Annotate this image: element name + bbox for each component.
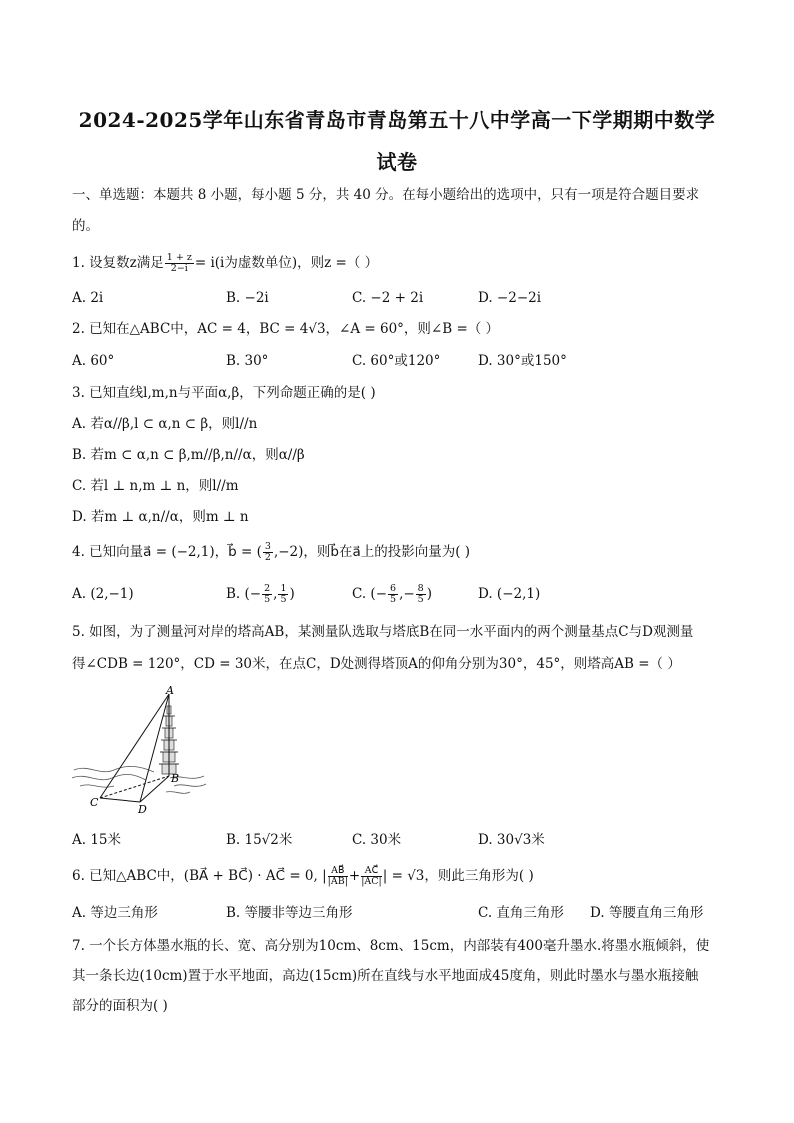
question-4-stem (72, 542, 722, 563)
question-7-line2: 其一条长边(10cm)置于水平地面，高边(15cm)所在直线与水平地面成45度角，则此时墨水与墨水瓶接触 (72, 968, 699, 984)
q2-option-a: A. 60° (72, 353, 115, 369)
q4-stem-prefix: 4. 已知向量a⃗ = (−2,1)，b⃗ = ( (72, 544, 262, 560)
q4-stem-frac-den: 2 (264, 552, 271, 563)
question-3-stem: 3. 已知直线l,m,n与平面α,β，下列命题正确的是( ) (72, 385, 376, 401)
q1-frac-num: 1 + z (166, 252, 192, 263)
q3-option-c: C. 若l ⊥ n,m ⊥ n，则l//m (72, 478, 239, 494)
q6-frac2 (361, 866, 382, 887)
q1-option-d: D. −2−2i (478, 290, 542, 306)
q4-option-b (226, 584, 295, 605)
q6-frac2-num: AC⃗ (361, 866, 382, 877)
q4-b-frac1-num: 2 (264, 583, 271, 594)
q4-b-frac1-den: 5 (264, 594, 271, 605)
q4-c-suffix: ) (426, 586, 432, 602)
question-5-line2: 得∠CDB = 120°，CD = 30米，在点C，D处测得塔顶A的仰角分别为30°，45°，则塔高AB =（ ） (72, 656, 681, 672)
q4-b-frac2-den: 5 (280, 594, 287, 605)
figure-label-d: D (138, 803, 147, 814)
question-2-stem: 2. 已知在△ABC中，AC = 4，BC = 4√3，∠A = 60°，则∠B =（ ） (72, 321, 500, 337)
figure-label-c: C (90, 796, 99, 809)
q6-option-a: A. 等边三角形 (72, 905, 158, 921)
exam-title-line2: 试卷 (376, 150, 418, 174)
q1-option-c: C. −2 + 2i (352, 290, 424, 306)
question-7-line1: 7. 一个长方体墨水瓶的长、宽、高分别为10cm、8cm、15cm，内部装有400毫升墨水.将墨水瓶倾斜，使 (72, 938, 710, 954)
q4-c-frac1-den: 5 (390, 594, 397, 605)
q4-option-c (352, 584, 432, 605)
exam-title-line1: 2024-2025学年山东省青岛市青岛第五十八中学高一下学期期中数学 (78, 108, 716, 132)
question-6-stem (72, 866, 722, 887)
q2-option-b: B. 30° (226, 353, 269, 369)
figure-label-b: B (171, 772, 180, 785)
q5-option-d: D. 30√3米 (478, 832, 545, 848)
q4-b-frac1 (262, 584, 272, 605)
q4-stem-fraction (263, 542, 273, 563)
q6-plus: + (348, 868, 361, 884)
q4-option-d: D. (−2,1) (478, 586, 541, 602)
q6-frac1 (328, 866, 348, 887)
q4-b-frac2 (278, 584, 288, 605)
q3-option-d: D. 若m ⊥ α,n//α，则m ⊥ n (72, 509, 249, 525)
q1-option-b: B. −2i (226, 290, 269, 306)
q4-c-frac1 (388, 584, 398, 605)
q3-option-b: B. 若m ⊂ α,n ⊂ β,m//β,n//α，则α//β (72, 447, 305, 463)
q6-option-d: D. 等腰直角三角形 (590, 905, 704, 921)
q4-stem-frac-num: 3 (264, 541, 271, 552)
q4-c-frac1-num: 6 (390, 583, 397, 594)
q6-frac1-den: |AB| (327, 876, 348, 887)
q2-option-c: C. 60°或120° (352, 353, 441, 369)
question-7-line3: 部分的面积为( ) (72, 998, 168, 1014)
q6-frac1-num: AB⃗ (328, 866, 348, 877)
q6-frac2-den: |AC| (361, 876, 382, 887)
tower-figure (70, 686, 210, 814)
q4-b-prefix: B. (− (226, 586, 262, 602)
question-5-line1: 5. 如图，为了测量河对岸的塔高AB，某测量队选取与塔底B在同一水平面内的两个测量基点C与D观测量 (72, 624, 694, 640)
q1-option-a: A. 2i (72, 290, 104, 306)
q2-option-d: D. 30°或150° (478, 353, 567, 369)
figure-label-a: A (166, 686, 174, 697)
q6-suffix: | = √3，则此三角形为( ) (382, 868, 534, 884)
q4-c-prefix: C. (− (352, 586, 388, 602)
q4-b-frac2-num: 1 (280, 583, 287, 594)
q1-frac-den: 2−i (170, 263, 188, 274)
q4-c-frac2-den: 5 (417, 594, 424, 605)
q5-option-b: B. 15√2米 (226, 832, 293, 848)
q1-prefix: 1. 设复数z满足 (72, 255, 164, 271)
question-1-stem (72, 253, 722, 274)
q1-suffix: = i(i为虚数单位)，则z =（ ） (194, 255, 379, 271)
q6-prefix: 6. 已知△ABC中，(BA⃗ + BC⃗) · AC⃗ = 0, | (72, 868, 327, 884)
q6-option-b: B. 等腰非等边三角形 (226, 905, 353, 921)
q6-option-c: C. 直角三角形 (478, 905, 564, 921)
q1-fraction (165, 253, 194, 274)
q4-stem-suffix: ,−2)，则b⃗在a⃗上的投影向量为( ) (273, 544, 471, 560)
q4-c-frac2-num: 8 (417, 583, 424, 594)
section-header-line1: 一、单选题：本题共 8 小题，每小题 5 分，共 40 分。在每小题给出的选项中，只有一项是符合题目要求 (72, 187, 700, 203)
q5-option-a: A. 15米 (72, 832, 122, 848)
q4-b-suffix: ) (289, 586, 295, 602)
q3-option-a: A. 若α//β,l ⊂ α,n ⊂ β，则l//n (72, 416, 258, 432)
q5-option-c: C. 30米 (352, 832, 402, 848)
q4-option-a: A. (2,−1) (72, 586, 134, 602)
q4-c-frac2 (416, 584, 426, 605)
q4-b-mid: , (273, 586, 278, 602)
q4-c-mid: ,− (399, 586, 415, 602)
section-header-line2: 的。 (72, 218, 99, 234)
